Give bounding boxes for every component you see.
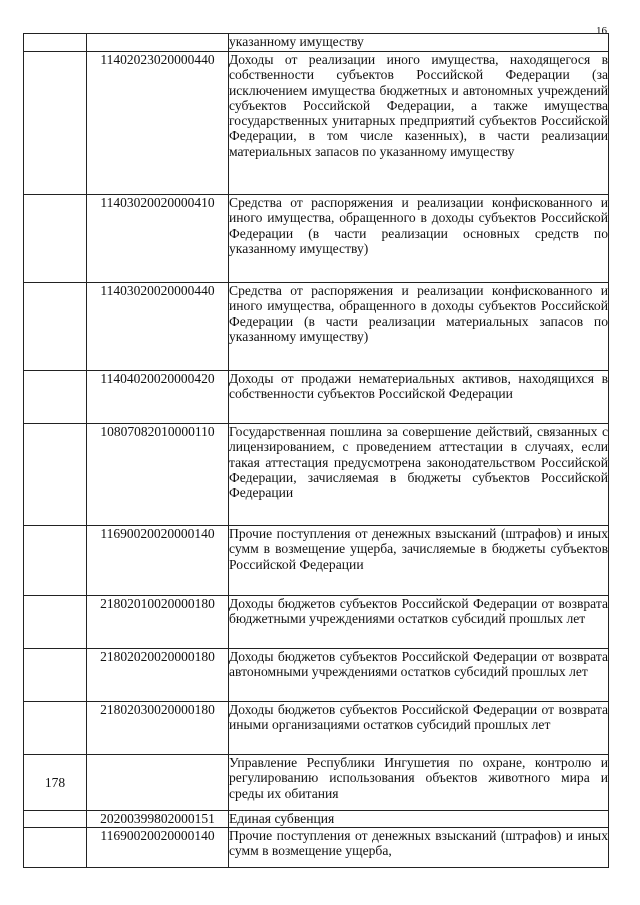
description-cell: Средства от распоряжения и реализации конфискованного и иного имущества, обращенного в доходы субъектов Российской Федерации (в части реализации основных средств по указанному имуществу) [229, 195, 609, 283]
description-cell: Прочие поступления от денежных взысканий (штрафов) и иных сумм в возмещение ущерба, зачисляемые в бюджеты субъектов Российской Федерации [229, 526, 609, 596]
budget-codes-table [23, 33, 609, 868]
table-row [24, 283, 609, 371]
description-cell: Государственная пошлина за совершение действий, связанных с лицензированием, с проведением аттестации в случаях, если такая аттестация предусмотрена законодательством Российской Федерации, зачисляемая в бюджеты субъектов Российской Федерации [229, 424, 609, 526]
table-row [24, 828, 609, 868]
description-cell: Доходы от реализации иного имущества, находящегося в собственности субъектов Российской Федерации (за исключением имущества бюджетных и автономных учреждений субъектов Российской Федерации, а также имущества государственных унитарных предприятий субъектов Российской Федерации, в том числе казенных), в части реализации материальных запасов по указанному имуществу [229, 52, 609, 195]
income-code-cell: 11690020020000140 [87, 526, 229, 596]
description-cell: Управление Республики Ингушетия по охране, контролю и регулированию использования объектов животного мира и среды их обитания [229, 755, 609, 811]
row-number-cell [24, 283, 87, 371]
table-row [24, 649, 609, 702]
description-cell: Доходы бюджетов субъектов Российской Федерации от возврата бюджетными учреждениями остатков субсидий прошлых лет [229, 596, 609, 649]
income-code-cell: 11403020020000440 [87, 283, 229, 371]
description-cell: Единая субвенция [229, 811, 609, 828]
row-number-cell [24, 371, 87, 424]
table-row [24, 52, 609, 195]
income-code-cell: 11404020020000420 [87, 371, 229, 424]
table-row [24, 596, 609, 649]
table-row [24, 34, 609, 52]
table-row [24, 195, 609, 283]
income-code-cell: 10807082010000110 [87, 424, 229, 526]
table-row [24, 811, 609, 828]
income-code-cell: 21802010020000180 [87, 596, 229, 649]
income-code-cell: 20200399802000151 [87, 811, 229, 828]
income-code-cell: 11402023020000440 [87, 52, 229, 195]
row-number-cell: 178 [24, 755, 87, 811]
table-row [24, 424, 609, 526]
description-cell: Доходы бюджетов субъектов Российской Федерации от возврата иными организациями остатков субсидий прошлых лет [229, 702, 609, 755]
row-number-cell [24, 828, 87, 868]
row-number-cell [24, 649, 87, 702]
income-code-cell: 21802020020000180 [87, 649, 229, 702]
row-number-cell [24, 195, 87, 283]
income-code-cell [87, 34, 229, 52]
income-code-cell [87, 755, 229, 811]
table-row [24, 702, 609, 755]
income-code-cell: 11403020020000410 [87, 195, 229, 283]
description-cell: Средства от распоряжения и реализации конфискованного и иного имущества, обращенного в доходы субъектов Российской Федерации (в части реализации материальных запасов по указанному имуществу) [229, 283, 609, 371]
income-code-cell: 11690020020000140 [87, 828, 229, 868]
page-number: 16 [596, 25, 607, 37]
table-row [24, 755, 609, 811]
table-row [24, 371, 609, 424]
row-number-cell [24, 424, 87, 526]
description-cell: Доходы бюджетов субъектов Российской Федерации от возврата автономными учреждениями остатков субсидий прошлых лет [229, 649, 609, 702]
description-cell: указанному имуществу [229, 34, 609, 52]
row-number-cell [24, 34, 87, 52]
description-cell: Доходы от продажи нематериальных активов, находящихся в собственности субъектов Российской Федерации [229, 371, 609, 424]
table-row [24, 526, 609, 596]
row-number-cell [24, 811, 87, 828]
row-number-cell [24, 702, 87, 755]
row-number-cell [24, 596, 87, 649]
row-number-cell [24, 52, 87, 195]
row-number-cell [24, 526, 87, 596]
description-cell: Прочие поступления от денежных взысканий (штрафов) и иных сумм в возмещение ущерба, [229, 828, 609, 868]
income-code-cell: 21802030020000180 [87, 702, 229, 755]
